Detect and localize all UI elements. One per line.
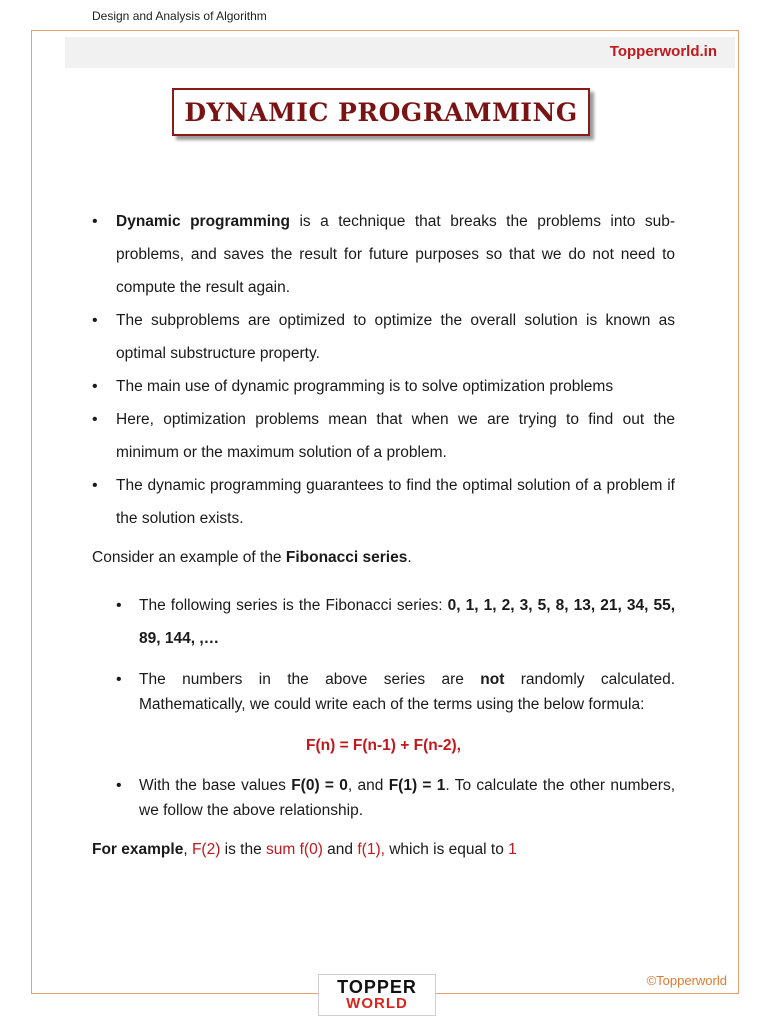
list-item <box>116 773 675 823</box>
term-bold: Dynamic programming <box>116 213 290 230</box>
logo-bottom-text: WORLD <box>346 995 408 1012</box>
list-item-text: With the base values <box>139 777 292 794</box>
example-text: which is equal to <box>384 841 509 858</box>
page-title: DYNAMIC PROGRAMMING <box>184 97 578 127</box>
content-body <box>92 205 675 861</box>
list-item <box>116 667 675 717</box>
example-paragraph <box>92 839 675 861</box>
intro-suffix: . <box>407 549 412 566</box>
fibonacci-list <box>92 589 675 717</box>
list-item-text: Here, optimization problems mean that when we are trying to find out the minimum or the maximum solution of a problem. <box>116 411 675 461</box>
intro-bold: Fibonacci series <box>285 549 408 566</box>
title-box <box>172 88 590 136</box>
emphasis-bold: not <box>480 671 505 688</box>
document-header-title: Design and Analysis of Algorithm <box>92 9 267 23</box>
fibonacci-series: 0, 1, 1, 2, 3, 5, 8, 13, 21, 34, 55, 89, 144, ,… <box>139 597 675 647</box>
base-value-bold: F(0) = 0 <box>291 777 348 794</box>
topperworld-logo <box>318 974 436 1016</box>
list-item-text: . To calculate the other numbers, we follow the above relationship. <box>139 777 676 819</box>
list-item-text: is a technique that breaks the problems into sub-problems, and saves the result for future purposes so that we do not need to compute the result again. <box>116 213 676 296</box>
base-values-list <box>92 773 675 823</box>
definition-list <box>92 205 675 535</box>
example-text: is the <box>220 841 267 858</box>
list-item-text: , and <box>347 777 389 794</box>
example-text: and <box>322 841 358 858</box>
example-red-text: 1 <box>508 841 517 858</box>
list-item-text: The subproblems are optimized to optimize the overall solution is known as optimal substructure property. <box>116 312 675 362</box>
brand-bar <box>65 37 735 68</box>
list-item-text: The following series is the Fibonacci series: <box>139 597 448 614</box>
example-red-text: f(1), <box>357 841 385 858</box>
list-item <box>92 370 675 403</box>
list-item <box>92 304 675 370</box>
example-red-text: sum f(0) <box>266 841 323 858</box>
list-item-text: The numbers in the above series are <box>139 671 481 688</box>
list-item <box>92 469 675 535</box>
formula: F(n) = F(n-1) + F(n-2), <box>306 737 461 754</box>
logo-top-text: TOPPER <box>337 977 417 997</box>
example-red-text: F(2) <box>191 841 221 858</box>
intro-text: Consider an example of the <box>92 549 286 566</box>
list-item-text: randomly calculated. Mathematically, we could write each of the terms using the below formula: <box>139 671 676 713</box>
intro-paragraph <box>92 547 675 569</box>
list-item-text: The main use of dynamic programming is to solve optimization problems <box>116 378 614 395</box>
list-item <box>92 403 675 469</box>
brand-site-link[interactable]: Topperworld.in <box>609 43 717 60</box>
list-item-text: The dynamic programming guarantees to find the optimal solution of a problem if the solution exists. <box>116 477 675 527</box>
list-item <box>92 205 675 304</box>
base-value-bold: F(1) = 1 <box>388 777 446 794</box>
example-text: , <box>183 841 192 858</box>
copyright-text: ©Topperworld <box>646 973 727 988</box>
list-item <box>116 589 675 655</box>
example-label: For example <box>92 841 184 858</box>
